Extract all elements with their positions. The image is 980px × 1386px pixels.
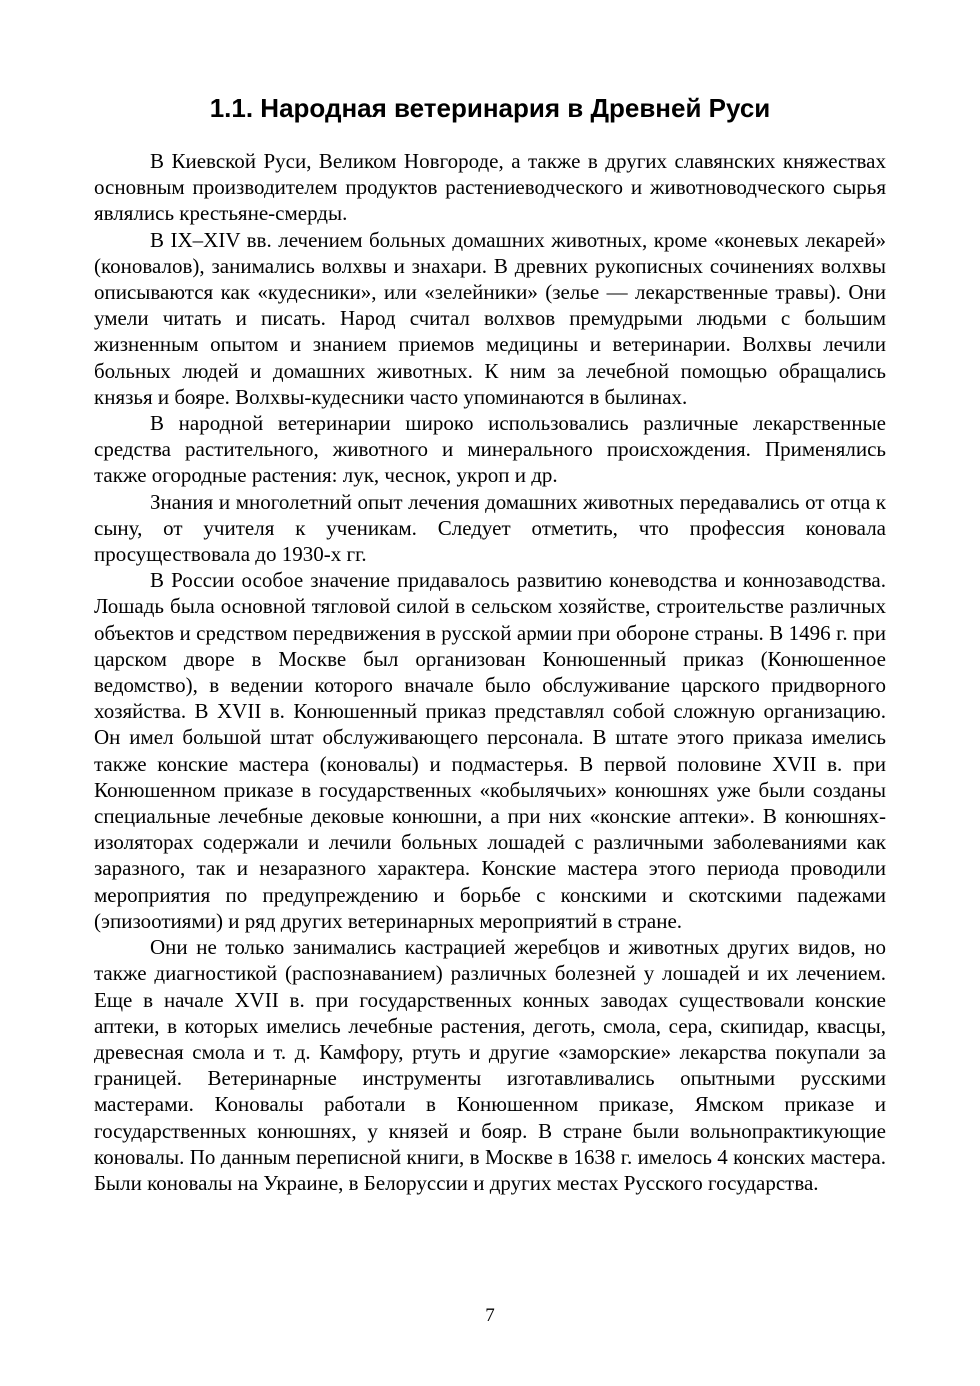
page-number: 7 xyxy=(485,1305,495,1326)
paragraph: В Киевской Руси, Великом Новгороде, а также в других славянских княжествах основным производителем продуктов растениеводческого и животноводческого сырья являлись крестьяне-смерды. xyxy=(94,149,886,226)
paragraph: Они не только занимались кастрацией жеребцов и животных других видов, но также диагностикой (распознаванием) различных болезней у лошадей и их лечением. Еще в начале XVII в. при государственных конных заводах существовали конские аптеки, в которых имелись лечебные растения, деготь, смола, сера, скипидар, квасцы, древесная смола и т. д. Камфору, ртуть и другие «заморские» лекарства покупали за границей. Ветеринарные инструменты изготавливались опытными русскими мастерами. Коновалы работали в Конюшенном приказе, Ямском приказе и государственных конюшнях, у князей и бояр. В стране были вольнопрактикующие коновалы. По данным переписной книги, в Москве в 1638 г. имелось 4 конских мастера. Были коновалы на Украине, в Белоруссии и других местах Русского государства. xyxy=(94,935,886,1195)
paragraph: Знания и многолетний опыт лечения домашних животных передавались от отца к сыну, от учителя к ученикам. Следует отметить, что профессия коновала просуществовала до 1930-х гг. xyxy=(94,489,886,567)
paragraph: В России особое значение придавалось развитию коневодства и коннозаводства. Лошадь была основной тягловой силой в сельском хозяйстве, строительстве различных объектов и средством передвижения в русской армии при обороне страны. В 1496 г. при царском дворе в Москве был организован Конюшенный приказ (Конюшенное ведомство), в ведении которого вначале было обслуживание царского придворного хозяйства. В XVII в. Конюшенный приказ представлял собой сложную организацию. Он имел большой штат обслуживающего персонала. В штате этого приказа имелись также конские мастера (коновалы) и подмастерья. В первой половине XVII в. при Конюшенном приказе в государственных «кобылячьих» конюшнях уже были созданы специальные лечебные дековые конюшни, а при них «конские аптеки». В конюшнях-изоляторах содержали и лечили больных лошадей с различными заболеваниями как заразного, так и незаразного характера. Конские мастера этого периода проводили мероприятия по предупреждению и борьбе с конскими и скотскими падежами (эпизоотиями) и ряд других ветеринарных мероприятий в стране. xyxy=(94,568,886,933)
paragraph: В народной ветеринарии широко использовались различные лекарственные средства растительного, животного и минерального происхождения. Применялись также огородные растения: лук, чеснок, укроп и др. xyxy=(94,411,886,488)
paragraph: В IX–XIV вв. лечением больных домашних животных, кроме «коневых лекарей» (коновалов), занимались волхвы и знахари. В древних рукописных сочинениях волхвы описываются как «кудесники», или «зелейники» (зелье — лекарственные травы). Они умели читать и писать. Народ считал волхвов премудрыми людьми с большим жизненным опытом и знанием приемов медицины и ветеринарии. Волхвы лечили больных людей и домашних животных. К ним за лечебной помощью обращались князья и бояре. Волхвы-кудесники часто упоминаются в былинах. xyxy=(94,227,886,409)
section-title: 1.1. Народная ветеринария в Древней Руси xyxy=(209,93,771,123)
body-text xyxy=(94,148,886,1196)
